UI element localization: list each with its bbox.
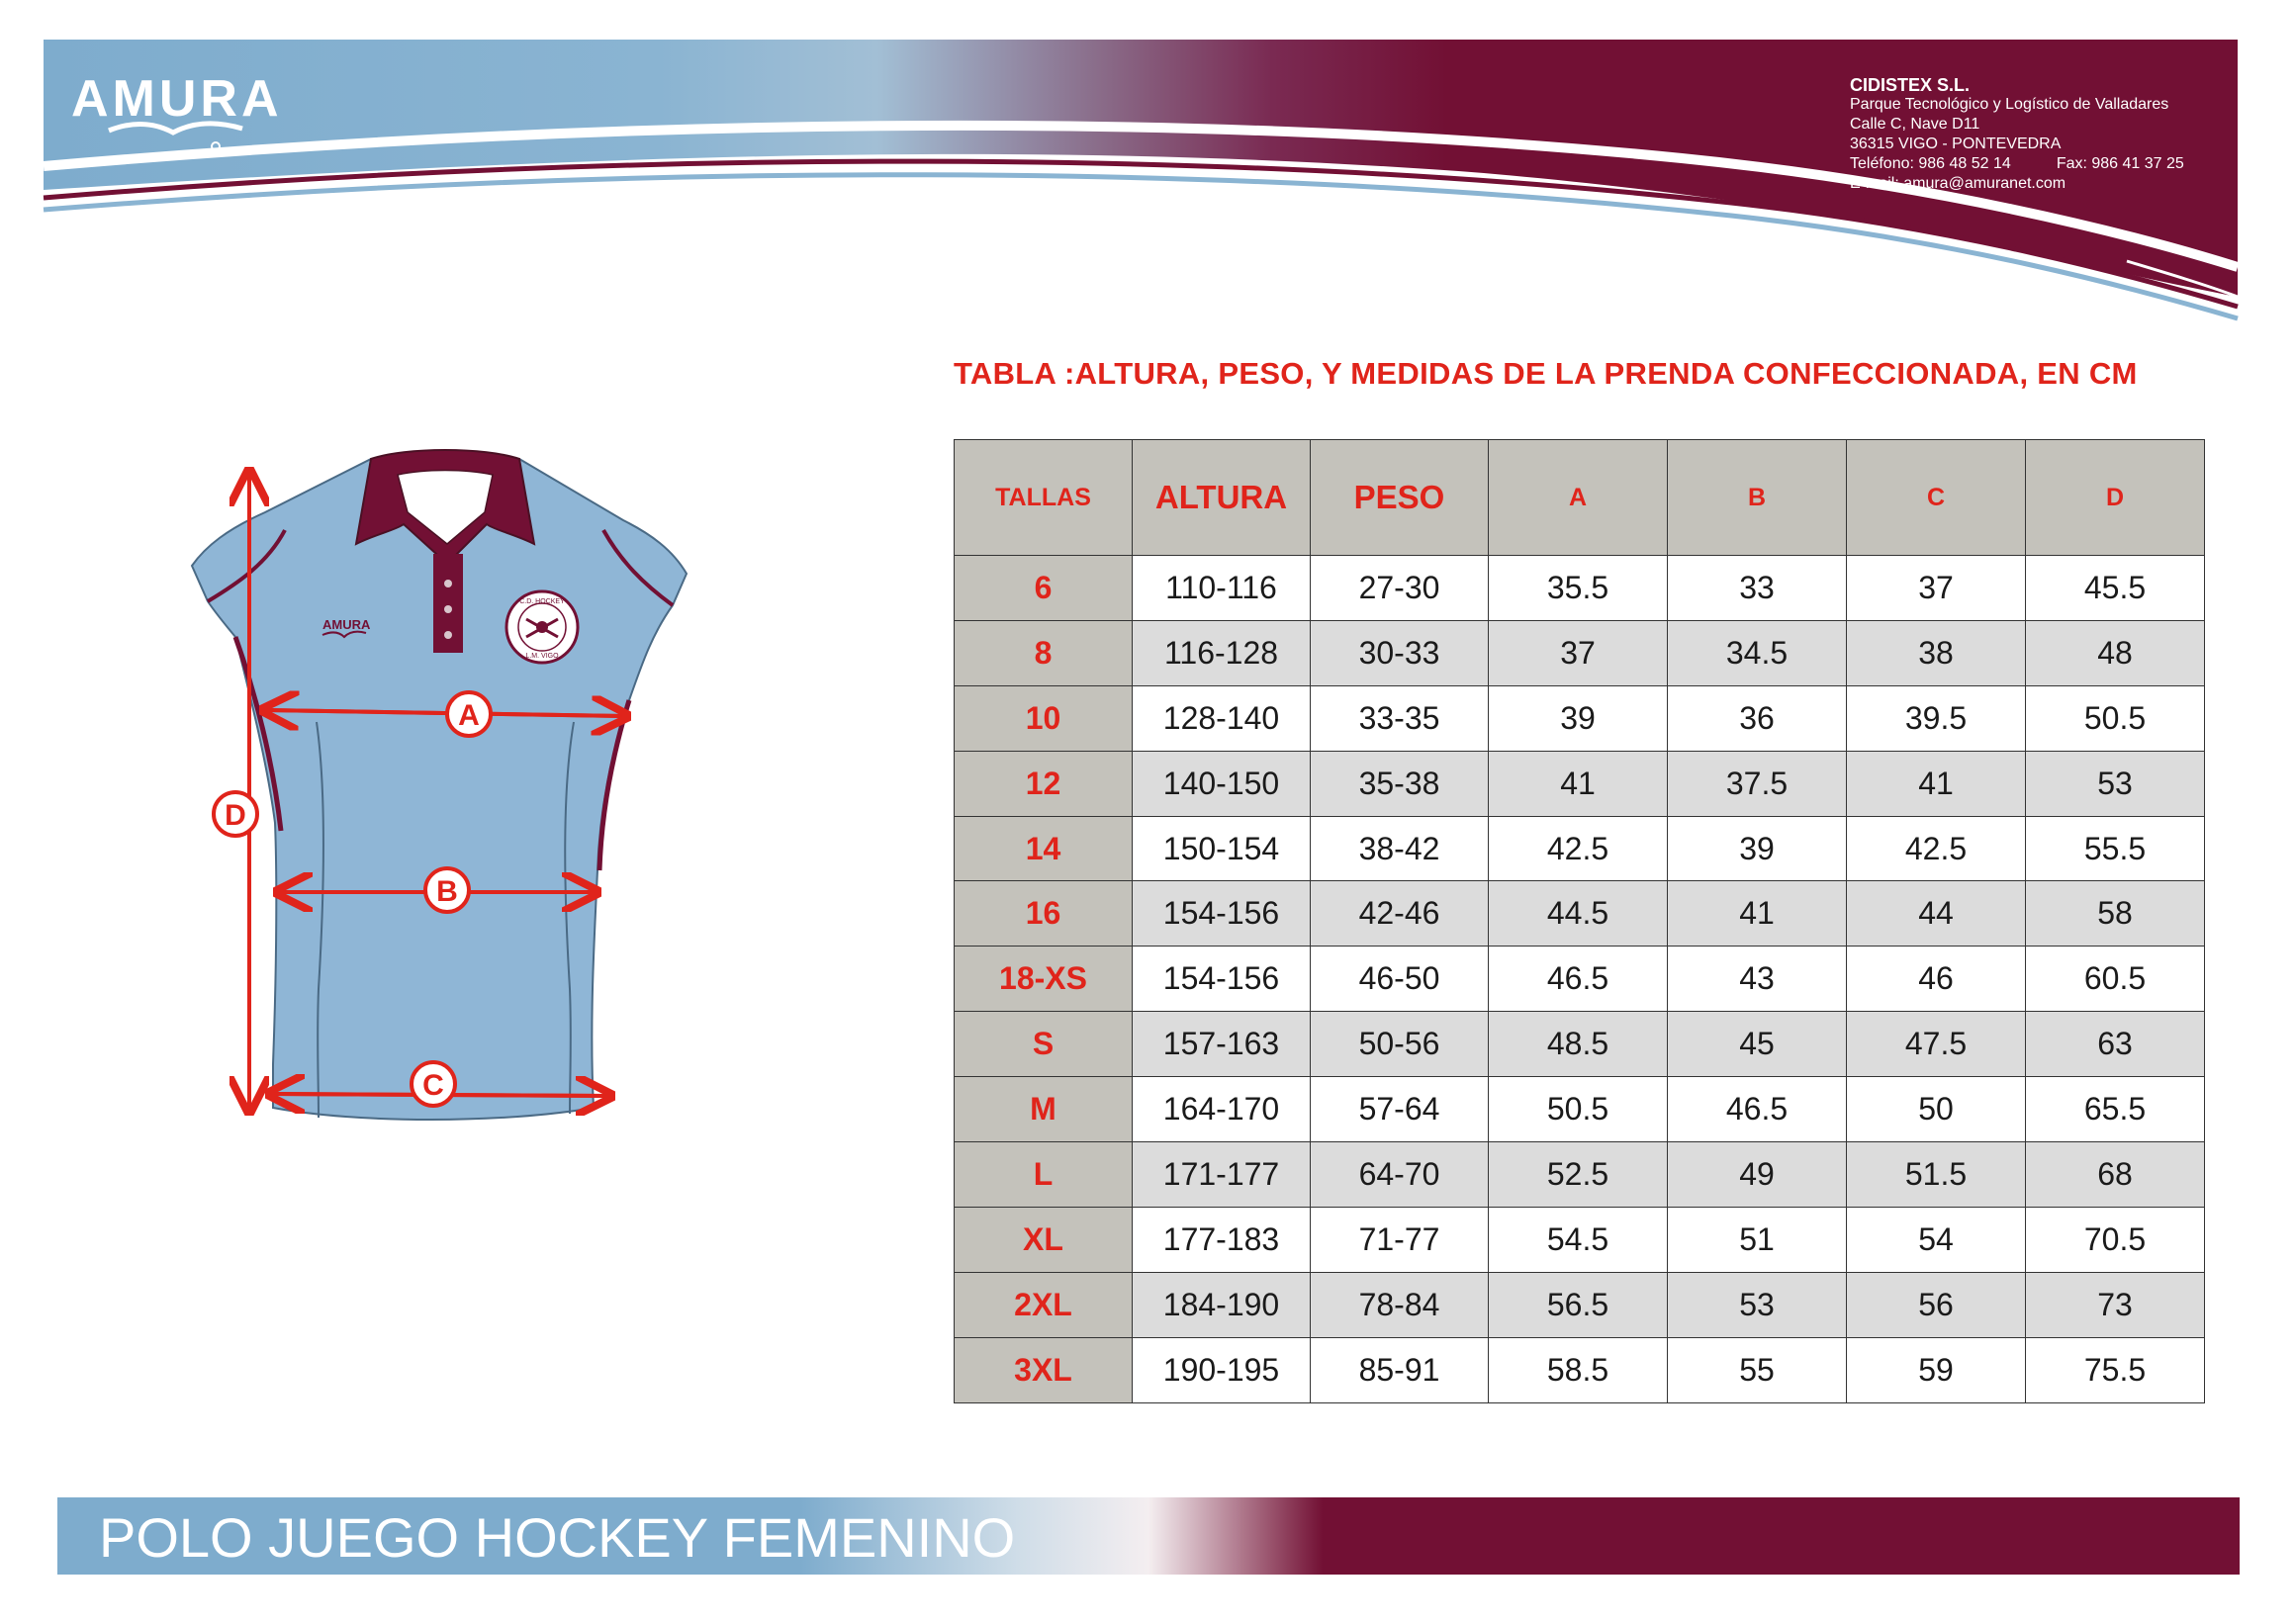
table-row: [955, 1272, 2205, 1337]
company-info: [1850, 75, 2265, 194]
table-cell-peso: 78-84: [1311, 1272, 1489, 1337]
size-label-cell: M: [955, 1077, 1133, 1142]
table-cell-a: 35.5: [1489, 556, 1668, 621]
header-d: D: [2026, 440, 2205, 556]
table-cell-altura: 128-140: [1133, 685, 1311, 751]
header-altura: ALTURA: [1133, 440, 1311, 556]
size-table-body: [955, 556, 2205, 1403]
table-cell-peso: 46-50: [1311, 947, 1489, 1012]
table-header-row: [955, 440, 2205, 556]
marker-c-label: C: [422, 1069, 444, 1102]
table-cell-b: 51: [1668, 1207, 1847, 1272]
size-label-cell: 3XL: [955, 1337, 1133, 1402]
table-cell-a: 54.5: [1489, 1207, 1668, 1272]
table-cell-c: 54: [1847, 1207, 2026, 1272]
table-cell-a: 50.5: [1489, 1077, 1668, 1142]
table-cell-a: 37: [1489, 620, 1668, 685]
marker-a-label: A: [458, 699, 480, 732]
table-cell-b: 39: [1668, 816, 1847, 881]
table-cell-d: 48: [2026, 620, 2205, 685]
table-cell-d: 75.5: [2026, 1337, 2205, 1402]
table-cell-c: 42.5: [1847, 816, 2026, 881]
marker-d-label: D: [225, 799, 246, 832]
size-label-cell: L: [955, 1142, 1133, 1208]
table-cell-b: 37.5: [1668, 751, 1847, 816]
table-title: TABLA :ALTURA, PESO, Y MEDIDAS DE LA PRENDA CONFECCIONADA, EN CM: [954, 356, 2138, 391]
table-cell-d: 63: [2026, 1012, 2205, 1077]
size-label-cell: 18-XS: [955, 947, 1133, 1012]
table-cell-b: 55: [1668, 1337, 1847, 1402]
size-label-cell: 10: [955, 685, 1133, 751]
table-cell-a: 52.5: [1489, 1142, 1668, 1208]
table-cell-altura: 154-156: [1133, 881, 1311, 947]
table-cell-altura: 110-116: [1133, 556, 1311, 621]
header-tallas: TALLAS: [955, 440, 1133, 556]
marker-b-label: B: [436, 875, 458, 908]
table-cell-a: 41: [1489, 751, 1668, 816]
size-table: [954, 439, 2205, 1403]
table-cell-a: 46.5: [1489, 947, 1668, 1012]
table-cell-peso: 64-70: [1311, 1142, 1489, 1208]
size-label-cell: 12: [955, 751, 1133, 816]
table-cell-c: 51.5: [1847, 1142, 2026, 1208]
table-cell-b: 53: [1668, 1272, 1847, 1337]
table-cell-b: 33: [1668, 556, 1847, 621]
size-label-cell: 2XL: [955, 1272, 1133, 1337]
table-cell-d: 73: [2026, 1272, 2205, 1337]
company-contact-row: [1850, 154, 2265, 174]
club-badge: [506, 591, 578, 663]
table-cell-altura: 190-195: [1133, 1337, 1311, 1402]
table-cell-peso: 71-77: [1311, 1207, 1489, 1272]
table-row: [955, 556, 2205, 621]
table-cell-peso: 33-35: [1311, 685, 1489, 751]
table-cell-altura: 154-156: [1133, 947, 1311, 1012]
table-row: [955, 751, 2205, 816]
company-address-1: Parque Tecnológico y Logístico de Valladares: [1850, 96, 2169, 113]
footer-title: POLO JUEGO HOCKEY FEMENINO: [99, 1506, 1016, 1569]
table-cell-c: 37: [1847, 556, 2026, 621]
table-cell-c: 59: [1847, 1337, 2026, 1402]
table-cell-d: 65.5: [2026, 1077, 2205, 1142]
table-cell-d: 70.5: [2026, 1207, 2205, 1272]
table-cell-b: 49: [1668, 1142, 1847, 1208]
table-cell-altura: 164-170: [1133, 1077, 1311, 1142]
table-cell-a: 48.5: [1489, 1012, 1668, 1077]
table-cell-peso: 27-30: [1311, 556, 1489, 621]
table-cell-c: 50: [1847, 1077, 2026, 1142]
table-cell-peso: 57-64: [1311, 1077, 1489, 1142]
table-cell-a: 39: [1489, 685, 1668, 751]
table-cell-b: 34.5: [1668, 620, 1847, 685]
table-cell-d: 60.5: [2026, 947, 2205, 1012]
table-cell-c: 38: [1847, 620, 2026, 685]
table-cell-d: 53: [2026, 751, 2205, 816]
company-phone: Teléfono: 986 48 52 14: [1850, 155, 2011, 172]
brand-logo: AMURA: [71, 70, 283, 128]
table-cell-altura: 140-150: [1133, 751, 1311, 816]
table-cell-a: 42.5: [1489, 816, 1668, 881]
table-cell-a: 58.5: [1489, 1337, 1668, 1402]
table-cell-altura: 116-128: [1133, 620, 1311, 685]
table-cell-d: 58: [2026, 881, 2205, 947]
company-fax: Fax: 986 41 37 25: [2056, 155, 2184, 172]
company-email: E-mail: amura@amuranet.com: [1850, 175, 2066, 192]
badge-bottom-text: L.M. VIGO: [525, 653, 559, 660]
table-cell-altura: 157-163: [1133, 1012, 1311, 1077]
table-cell-a: 44.5: [1489, 881, 1668, 947]
size-label-cell: S: [955, 1012, 1133, 1077]
size-label-cell: XL: [955, 1207, 1133, 1272]
table-row: [955, 816, 2205, 881]
size-label-cell: 14: [955, 816, 1133, 881]
table-cell-b: 41: [1668, 881, 1847, 947]
company-name: CIDISTEX S.L.: [1850, 75, 1971, 95]
table-cell-c: 47.5: [1847, 1012, 2026, 1077]
table-row: [955, 1142, 2205, 1208]
table-cell-altura: 150-154: [1133, 816, 1311, 881]
table-row: [955, 1207, 2205, 1272]
size-label-cell: 16: [955, 881, 1133, 947]
table-cell-peso: 50-56: [1311, 1012, 1489, 1077]
table-cell-c: 46: [1847, 947, 2026, 1012]
table-row: [955, 881, 2205, 947]
table-cell-c: 44: [1847, 881, 2026, 947]
table-cell-b: 46.5: [1668, 1077, 1847, 1142]
table-row: [955, 1337, 2205, 1402]
table-cell-peso: 85-91: [1311, 1337, 1489, 1402]
table-cell-altura: 184-190: [1133, 1272, 1311, 1337]
chest-logo: AMURA: [322, 617, 371, 632]
table-cell-b: 43: [1668, 947, 1847, 1012]
table-cell-b: 36: [1668, 685, 1847, 751]
table-cell-d: 45.5: [2026, 556, 2205, 621]
table-row: [955, 1077, 2205, 1142]
table-cell-d: 68: [2026, 1142, 2205, 1208]
company-address-3: 36315 VIGO - PONTEVEDRA: [1850, 135, 2062, 152]
table-cell-c: 41: [1847, 751, 2026, 816]
table-row: [955, 1012, 2205, 1077]
size-label-cell: 8: [955, 620, 1133, 685]
table-cell-peso: 42-46: [1311, 881, 1489, 947]
table-cell-d: 50.5: [2026, 685, 2205, 751]
table-cell-peso: 38-42: [1311, 816, 1489, 881]
badge-top-text: C.D. HOCKEY: [519, 598, 565, 605]
table-cell-c: 39.5: [1847, 685, 2026, 751]
table-cell-altura: 177-183: [1133, 1207, 1311, 1272]
table-row: [955, 947, 2205, 1012]
table-cell-peso: 35-38: [1311, 751, 1489, 816]
header-c: C: [1847, 440, 2026, 556]
header-peso: PESO: [1311, 440, 1489, 556]
table-cell-d: 55.5: [2026, 816, 2205, 881]
table-cell-peso: 30-33: [1311, 620, 1489, 685]
table-row: [955, 685, 2205, 751]
table-row: [955, 620, 2205, 685]
table-cell-a: 56.5: [1489, 1272, 1668, 1337]
table-cell-b: 45: [1668, 1012, 1847, 1077]
table-cell-altura: 171-177: [1133, 1142, 1311, 1208]
company-address-2: Calle C, Nave D11: [1850, 116, 1980, 133]
size-label-cell: 6: [955, 556, 1133, 621]
header-b: B: [1668, 440, 1847, 556]
polo-illustration: [178, 435, 712, 1167]
header-a: A: [1489, 440, 1668, 556]
table-cell-c: 56: [1847, 1272, 2026, 1337]
